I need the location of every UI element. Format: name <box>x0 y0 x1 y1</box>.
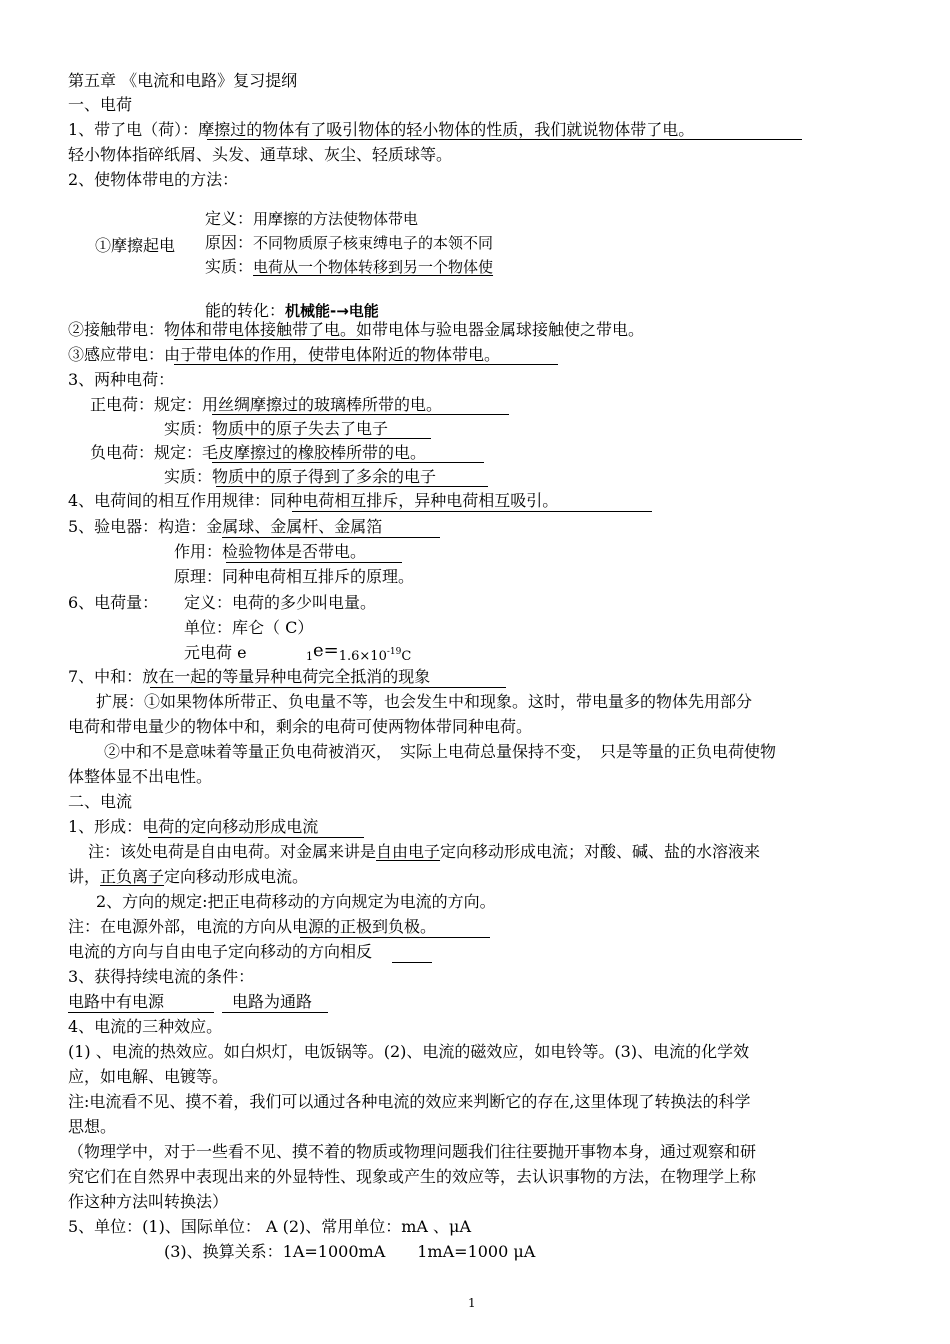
neutralization <box>68 666 430 688</box>
section-heading-charge: 一、电荷 <box>68 95 133 114</box>
page-number: 1 <box>468 1296 476 1310</box>
effects-heading: 4、电流的三种效应。 <box>68 1017 223 1036</box>
form-value: 电荷的定向移动形成电流 <box>142 817 319 836</box>
interaction-value: 同种电荷相互排斥，异种电荷相互吸引。 <box>270 491 559 510</box>
methods-heading: 2、使物体带电的方法： <box>68 170 239 189</box>
elementary-number: 1.6×10 <box>338 649 387 664</box>
outside-part-a: 注：在电源外部，电流的方向 <box>68 917 277 936</box>
note-part-b: 定向移动形成电流；对酸、碱、盐的水溶液来 <box>440 842 761 861</box>
formation-note-line-1 <box>88 841 760 863</box>
positive-charge-essence <box>164 418 388 440</box>
note-ions: 正负离子 <box>100 867 165 886</box>
negative-essence-label: 实质： <box>164 467 213 486</box>
underline-rule <box>222 537 440 538</box>
charged-def-text: 摩擦过的物体有了吸引物体的轻小物体的性质，我们就说物体带了电。 <box>198 120 695 139</box>
positive-value: 用丝绸摩擦过的玻璃棒所带的电。 <box>202 395 443 414</box>
outside-source-note <box>68 916 436 938</box>
electroscope-use-value: 检验物体是否带电。 <box>222 542 367 561</box>
elementary-exponent: -19 <box>386 647 402 657</box>
current-direction: 2、方向的规定:把正电荷移动的方向规定为电流的方向。 <box>96 892 496 911</box>
underline-rule <box>212 414 509 415</box>
note-free-electron: 自由电子 <box>376 842 441 861</box>
effects-line-1: (1) 、电流的热效应。如白炽灯，电饭锅等。(2)、电流的磁效应，如电铃等。(3)、电流的化学效 <box>68 1042 750 1061</box>
electroscope-use-label: 作用： <box>174 542 223 561</box>
underline-rule <box>150 687 506 688</box>
current-formation <box>68 816 318 838</box>
friction-energy-label: 能的转化： <box>205 301 286 320</box>
induction-charging <box>68 344 500 366</box>
method-line-3: 作这种方法叫转换法） <box>68 1192 229 1211</box>
neutralize-label: 7、中和： <box>68 667 143 686</box>
electroscope-use <box>174 541 366 563</box>
friction-cause-label: 原因： <box>205 233 254 252</box>
underline-rule <box>68 1012 214 1013</box>
opposite-part-a: 电流的方向与自由电子定向移动的方向 <box>68 942 341 961</box>
underline-rule <box>216 486 488 487</box>
interaction-law <box>68 490 558 512</box>
note-part-d: 定向移动形成电流。 <box>164 867 309 886</box>
form-label: 1、形成： <box>68 817 143 836</box>
two-kinds-heading: 3、两种电荷： <box>68 370 175 389</box>
induction-value: 由于带电体的作用，使带电体附近的物体带电。 <box>164 345 501 364</box>
light-objects-text: 轻小物体指碎纸屑、头发、通草球、灰尘、轻质球等。 <box>68 145 453 164</box>
elementary-charge-value <box>306 640 411 668</box>
friction-energy-value: 机械能-→电能 <box>285 302 379 320</box>
underline-rule <box>222 1012 328 1013</box>
charged-label: 1、带了电（荷）： <box>68 120 199 139</box>
negative-label: 负电荷：规定： <box>90 443 203 462</box>
underline-rule <box>292 511 652 512</box>
page-title: 第五章 《电流和电路》复习提纲 <box>68 71 298 90</box>
friction-cause-value: 不同物质原子核束缚电子的本领不同 <box>253 234 494 252</box>
elementary-charge-label: 元电荷 e <box>184 643 247 662</box>
contact-charging: ②接触带电：物体和带电体接触带了电。如带电体与验电器金属球接触使之带电。 <box>68 320 645 339</box>
interaction-label: 4、电荷间的相互作用规律： <box>68 491 271 510</box>
units-line-1: 5、单位：(1)、国际单位： A (2)、常用单位：mA 、μA <box>68 1217 472 1236</box>
negative-value: 毛皮摩擦过的橡胶棒所带的电。 <box>202 443 427 462</box>
friction-def-value: 用摩擦的方法使物体带电 <box>253 210 419 228</box>
friction-essence <box>205 256 493 278</box>
underline-rule <box>392 962 432 963</box>
friction-label: ①摩擦起电 <box>95 236 176 255</box>
friction-def-label: 定义： <box>205 209 254 228</box>
note-part-a: 注：该处电荷是自由电荷。对金属来讲是 <box>88 842 377 861</box>
underline-rule <box>148 837 364 838</box>
underline-rule <box>300 937 490 938</box>
effects-note-line-2: 思想。 <box>68 1117 117 1136</box>
method-line-1: （物理学中，对于一些看不见、摸不着的物质或物理问题我们往往要抛开事物本身，通过观察和研 <box>68 1142 757 1161</box>
elementary-prefix: 1 <box>306 650 313 663</box>
note-part-c: 讲， <box>68 867 101 886</box>
extension-line-4: 体整体显不出电性。 <box>68 767 213 786</box>
quantity-definition: 定义：电荷的多少叫电量。 <box>184 593 377 612</box>
effects-line-2: 应，如电解、电镀等。 <box>68 1067 229 1086</box>
effects-note-line-1: 注:电流看不见、摸不着，我们可以通过各种电流的效应来判断它的存在,这里体现了转换法的科学 <box>68 1092 751 1111</box>
negative-charge-essence <box>164 466 436 488</box>
friction-definition <box>205 208 418 230</box>
opposite-direction-note <box>68 941 372 963</box>
outside-part-b: 从电源的正极到负极。 <box>276 917 437 936</box>
elementary-symbol: e= <box>313 640 339 661</box>
underline-rule <box>226 562 402 563</box>
underline-rule <box>207 139 802 140</box>
underline-rule <box>174 339 370 340</box>
extension-line-2: 电荷和带电量少的物体中和，剩余的电荷可使两物体带同种电荷。 <box>68 717 533 736</box>
section-heading-current: 二、电流 <box>68 792 133 811</box>
electroscope-principle: 原理：同种电荷相互排斥的原理。 <box>174 567 415 586</box>
underline-rule <box>216 438 431 439</box>
electroscope-structure <box>68 516 382 538</box>
quantity-label: 6、电荷量： <box>68 593 159 612</box>
positive-essence-label: 实质： <box>164 419 213 438</box>
positive-essence-value: 物质中的原子失去了电子 <box>212 419 389 438</box>
quantity-unit: 单位：库仑（ C） <box>184 618 314 637</box>
positive-label: 正电荷：规定： <box>90 395 203 414</box>
electroscope-label: 5、验电器：构造： <box>68 517 207 536</box>
extension-line-1: 扩展：①如果物体所带正、负电量不等，也会发生中和现象。这时，带电量多的物体先用部分 <box>96 692 753 711</box>
friction-essence-label: 实质： <box>205 257 254 276</box>
positive-charge-rule <box>90 394 442 416</box>
units-line-2: (3)、换算关系：1A=1000mA 1mA=1000 μA <box>164 1242 536 1261</box>
friction-cause <box>205 232 493 254</box>
underline-rule <box>174 364 558 365</box>
method-line-2: 究它们在自然界中表现出来的外显特性、现象或产生的效应等，去认识事物的方法，在物理学上称 <box>68 1167 757 1186</box>
extension-line-3: ②中和不是意味着等量正负电荷被消灭， 实际上电荷总量保持不变， 只是等量的正负电荷使物 <box>104 742 777 761</box>
condition-power-source: 电路中有电源 <box>68 992 165 1011</box>
formation-note-line-2 <box>68 866 308 888</box>
negative-charge-rule <box>90 442 426 464</box>
opposite-part-b: 相反 <box>340 942 373 961</box>
friction-essence-value: 电荷从一个物体转移到另一个物体使 <box>253 258 494 276</box>
elementary-unit: C <box>401 649 412 664</box>
conditions-heading: 3、获得持续电流的条件： <box>68 967 255 986</box>
condition-closed-circuit: 电路为通路 <box>232 992 313 1011</box>
negative-essence-value: 物质中的原子得到了多余的电子 <box>212 467 437 486</box>
underline-rule <box>212 462 484 463</box>
charged-definition <box>68 119 694 141</box>
neutralize-value: 放在一起的等量异种电荷完全抵消的现象 <box>142 667 431 686</box>
electroscope-structure-value: 金属球、金属杆、金属箔 <box>206 517 383 536</box>
induction-label: ③感应带电： <box>68 345 165 364</box>
